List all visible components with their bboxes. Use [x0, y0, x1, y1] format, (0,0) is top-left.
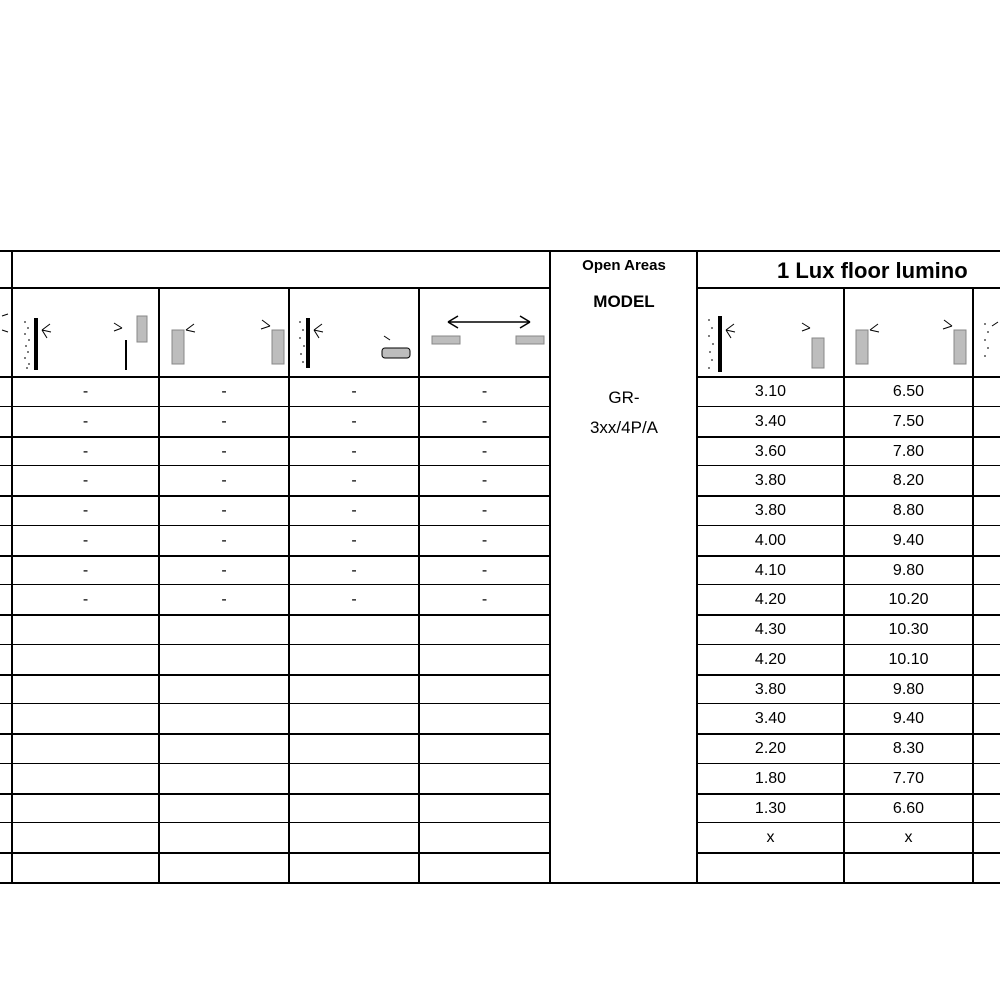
table-cell-c2: - — [221, 383, 227, 400]
open-areas-heading: Open Areas — [582, 257, 666, 274]
table-cell-c4: - — [481, 591, 488, 609]
table-cell-c3: - — [351, 412, 357, 430]
table-cell-c4 — [420, 616, 549, 644]
table-cell-a: 2.20 — [754, 740, 787, 757]
table-cell-b: 10.20 — [888, 591, 929, 609]
table-cell-c4 — [420, 735, 549, 763]
table-cell-c3 — [290, 676, 418, 704]
table-cell-c4 — [420, 824, 549, 852]
horizontal-span-arrow-icon — [428, 312, 548, 352]
table-cell-c1: - — [82, 502, 89, 519]
table-cell-a: 3.60 — [754, 442, 787, 460]
table-cell-c3 — [290, 705, 418, 733]
table-cell-c3: - — [351, 561, 357, 579]
table-cell-b: 6.60 — [892, 799, 925, 817]
table-cell-c3 — [290, 824, 418, 852]
table-cell-a: 3.40 — [754, 710, 787, 728]
table-cell-c4 — [420, 646, 549, 674]
table-cell-c2 — [160, 824, 288, 852]
table-cell-c2: - — [221, 591, 227, 609]
table-cell-c4 — [420, 854, 549, 882]
table-rule — [549, 250, 551, 884]
table-cell-c1: - — [82, 383, 89, 400]
table-cell-a: 1.80 — [754, 769, 787, 787]
table-cell-b: 8.80 — [892, 502, 925, 519]
table-cell-c1 — [13, 676, 158, 704]
table-cell-b: 10.30 — [888, 621, 929, 638]
table-cell-a: 3.80 — [754, 680, 787, 698]
table-cell-c1: - — [82, 591, 89, 609]
table-cell-c1: - — [82, 412, 89, 430]
table-cell-b: 7.70 — [892, 769, 925, 787]
table-cell-b — [845, 854, 972, 882]
table-cell-a: 3.10 — [754, 383, 787, 400]
table-cell-b: 9.40 — [892, 710, 925, 728]
table-rule — [0, 882, 1000, 884]
table-cell-c2 — [160, 795, 288, 823]
table-cell-c3 — [290, 646, 418, 674]
table-cell-b: 8.20 — [892, 472, 925, 490]
table-cell-c2: - — [221, 412, 227, 430]
table-cell-c1 — [13, 705, 158, 733]
table-cell-c1: - — [82, 531, 89, 549]
table-cell-a: 4.00 — [754, 531, 787, 549]
table-cell-c1 — [13, 824, 158, 852]
table-cell-a: 4.20 — [754, 650, 787, 668]
table-cell-b: 6.50 — [892, 383, 925, 400]
table-rule — [0, 250, 1000, 252]
table-cell-c2 — [160, 616, 288, 644]
table-cell-c4: - — [481, 531, 488, 549]
table-cell-a: 4.20 — [754, 591, 787, 609]
table-cell-c3: - — [351, 442, 357, 460]
table-cell-c4: - — [481, 383, 488, 400]
table-cell-b: 7.50 — [892, 412, 925, 430]
table-cell-c4 — [420, 676, 549, 704]
wall-to-luminaire-icon-right — [706, 312, 836, 374]
table-cell-b: 7.80 — [892, 442, 925, 460]
table-cell-a: 1.30 — [754, 799, 787, 817]
table-cell-c4 — [420, 705, 549, 733]
table-cell-b: 10.10 — [888, 650, 929, 668]
luminaire-to-luminaire-icon-right — [852, 312, 970, 372]
table-cell-c1 — [13, 735, 158, 763]
table-cell-c2: - — [221, 531, 227, 549]
table-cell-c4: - — [481, 472, 488, 490]
table-cell-a: 3.80 — [754, 502, 787, 519]
table-cell-a: 3.40 — [754, 412, 787, 430]
table-cell-c3: - — [351, 472, 357, 490]
table-cell-a: 4.30 — [754, 621, 787, 638]
table-cell-c2 — [160, 705, 288, 733]
table-cell-b: 9.40 — [892, 531, 925, 549]
table-cell-c2: - — [221, 442, 227, 460]
table-cell-a: x — [766, 829, 775, 847]
table-cell-c3 — [290, 616, 418, 644]
table-cell-c4: - — [481, 561, 488, 579]
table-cell-c3 — [290, 765, 418, 793]
wall-to-horizontal-luminaire-icon — [298, 312, 414, 372]
model-value: GR- 3xx/4P/A — [589, 388, 659, 437]
model-heading: MODEL — [593, 292, 655, 311]
table-cell-c1 — [13, 854, 158, 882]
table-cell-a — [698, 854, 843, 882]
table-cell-c1: - — [82, 442, 89, 460]
table-cell-c3 — [290, 795, 418, 823]
table-cell-c2: - — [221, 561, 227, 579]
table-cell-c3 — [290, 735, 418, 763]
table-cell-c4: - — [481, 412, 488, 430]
table-cell-c3 — [290, 854, 418, 882]
table-cell-c3: - — [351, 591, 357, 609]
table-cell-c2: - — [221, 472, 227, 490]
table-cell-c3: - — [351, 383, 357, 400]
table-cell-c1 — [13, 616, 158, 644]
table-cell-b: 9.80 — [892, 680, 925, 698]
table-cell-c2 — [160, 676, 288, 704]
table-cell-c1 — [13, 795, 158, 823]
table-cell-b: 9.80 — [892, 561, 925, 579]
table-cell-a: 3.80 — [754, 472, 787, 490]
table-cell-c2 — [160, 735, 288, 763]
table-cell-c3: - — [351, 531, 357, 549]
table-cell-c2 — [160, 854, 288, 882]
lux-floor-title: 1 Lux floor lumino — [777, 258, 968, 283]
table-cell-c3: - — [351, 502, 357, 519]
table-cell-c2 — [160, 765, 288, 793]
wall-to-luminaire-icon — [22, 312, 152, 372]
table-cell-c2 — [160, 646, 288, 674]
table-cell-c1 — [13, 765, 158, 793]
table-rule — [0, 287, 551, 289]
wall-partial-icon — [982, 316, 1000, 366]
table-rule — [972, 287, 974, 884]
table-cell-c4: - — [481, 442, 488, 460]
table-cell-c1: - — [82, 472, 89, 490]
table-cell-c4 — [420, 765, 549, 793]
table-cell-a: 4.10 — [754, 561, 787, 579]
table-cell-c4 — [420, 795, 549, 823]
table-rule — [697, 287, 1000, 289]
luminaire-to-luminaire-icon — [168, 312, 286, 372]
table-cell-b: 8.30 — [892, 740, 925, 757]
table-cell-c1: - — [82, 561, 89, 579]
table-cell-c4: - — [481, 502, 488, 519]
table-cell-b: x — [904, 829, 913, 847]
table-cell-c2: - — [221, 502, 227, 519]
table-cell-c1 — [13, 646, 158, 674]
